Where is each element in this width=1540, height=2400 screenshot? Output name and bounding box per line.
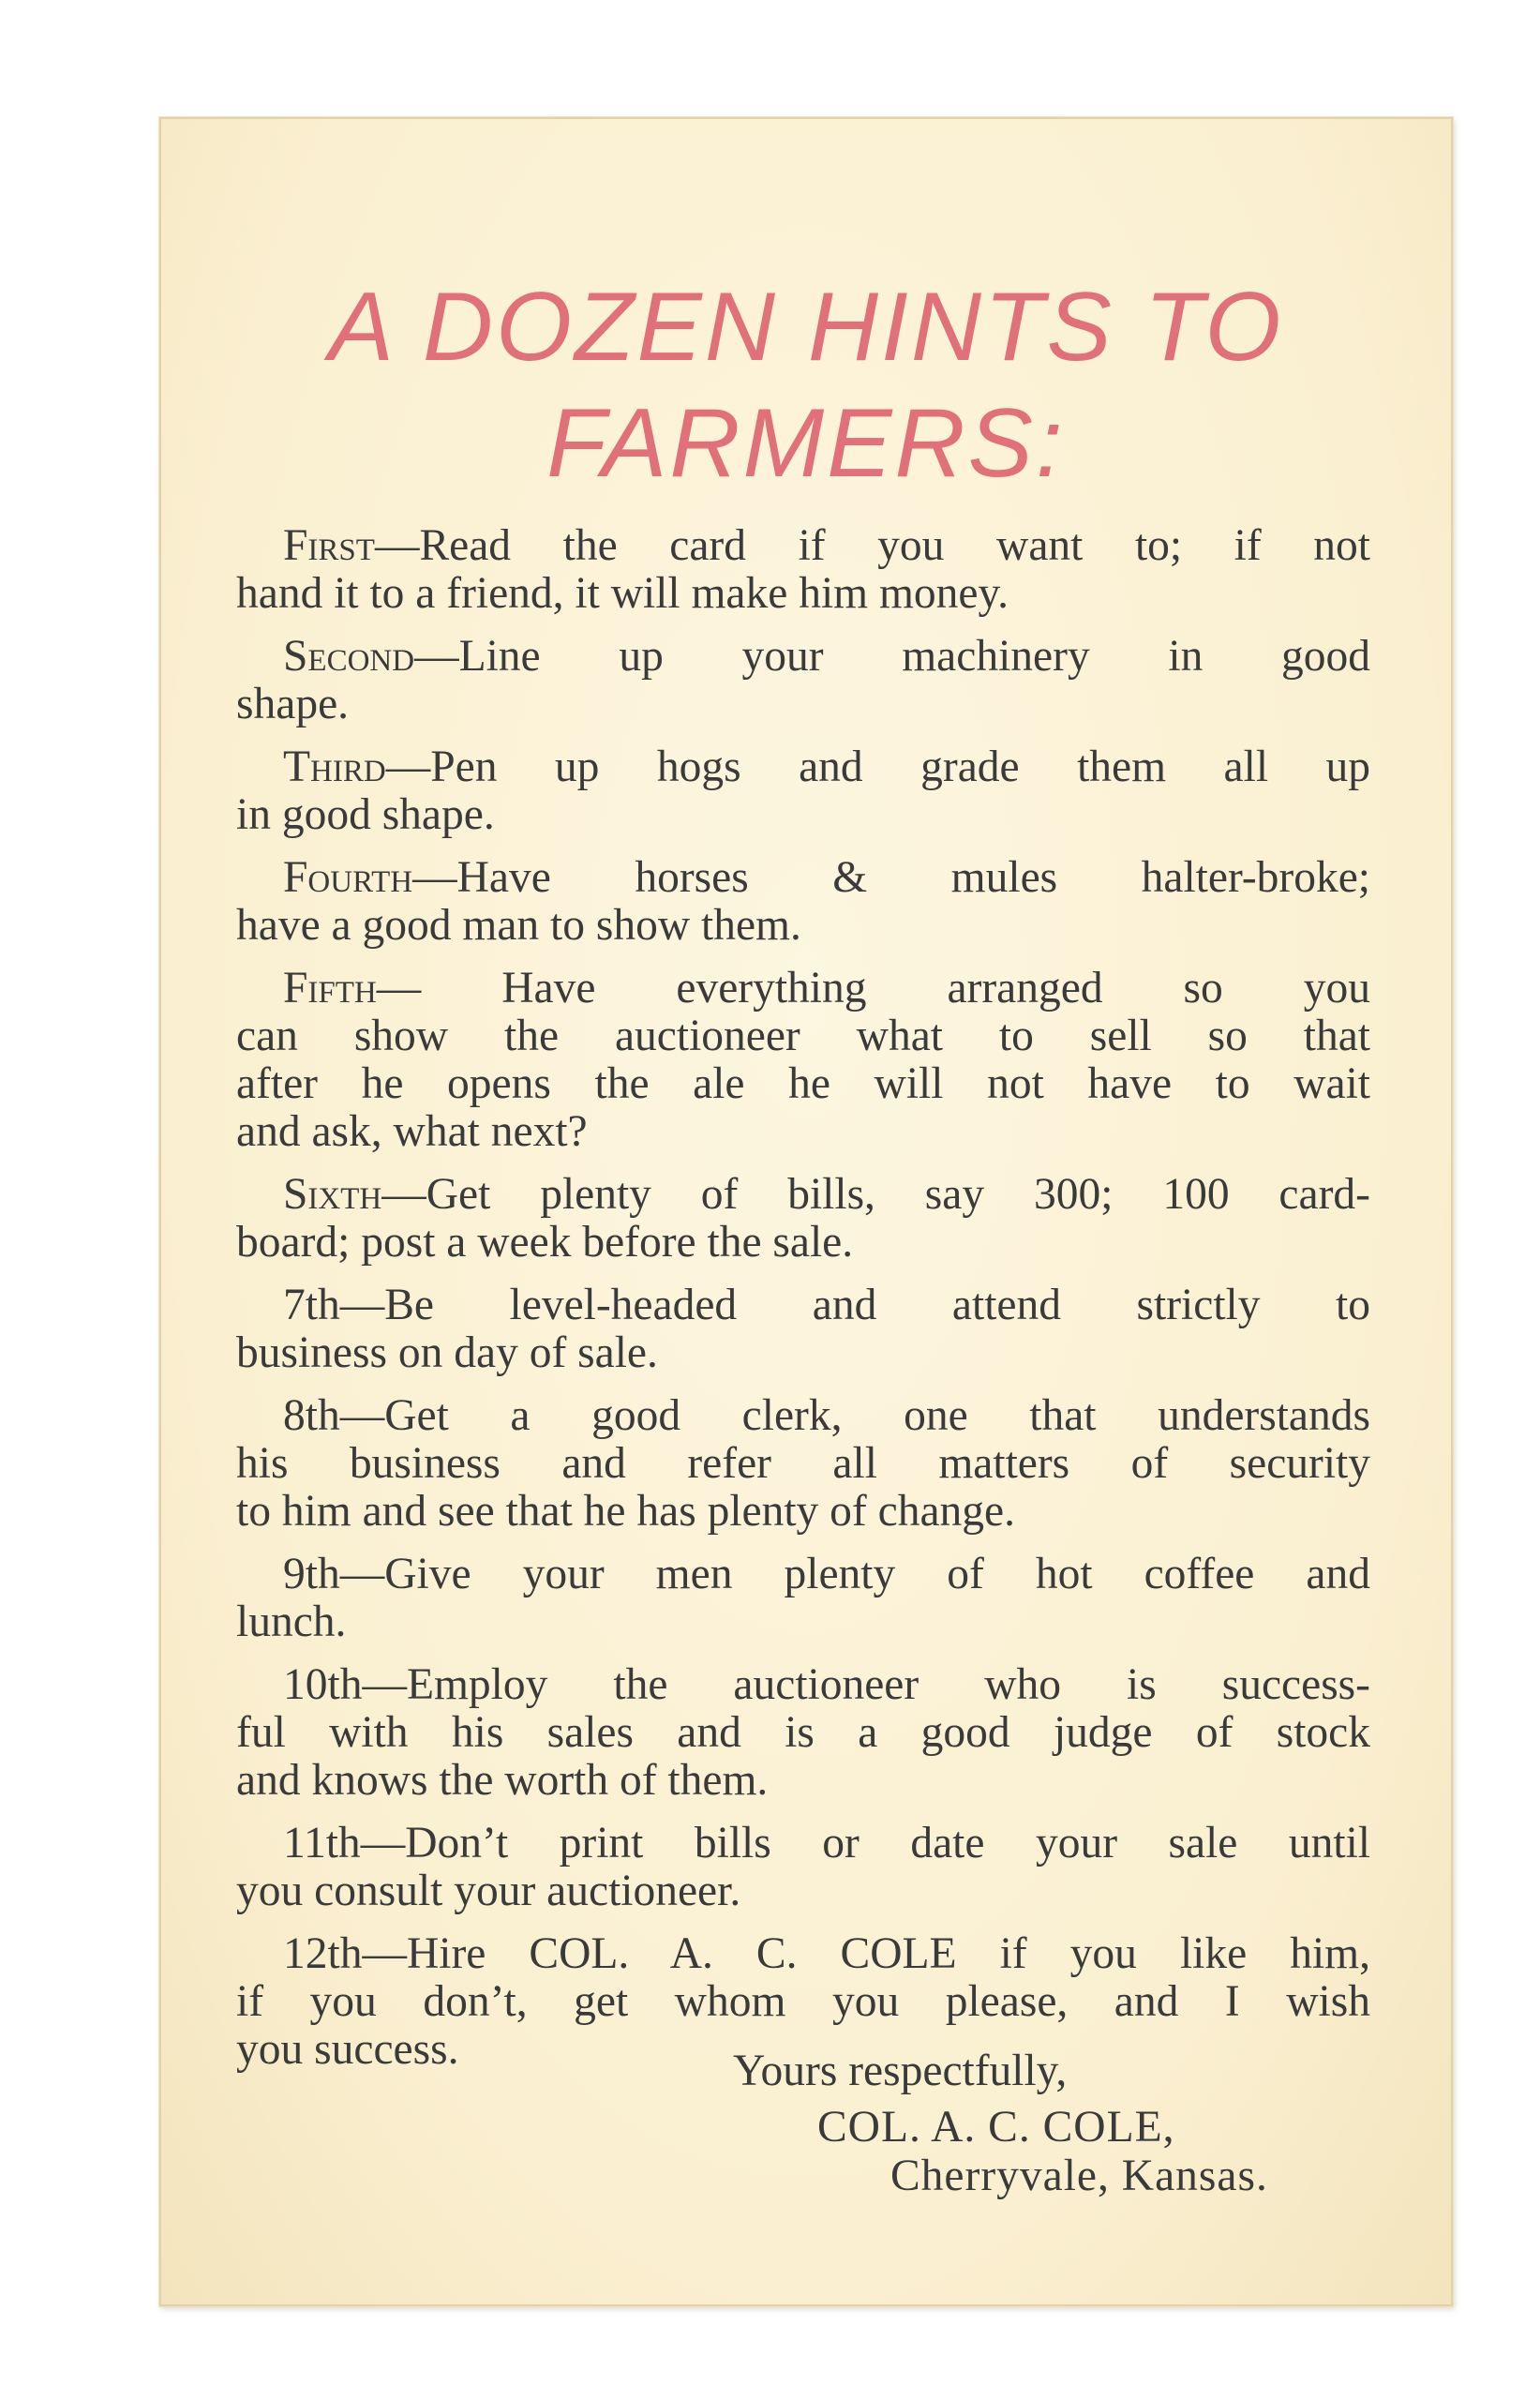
hint-line: [236, 1978, 1370, 2026]
hint-item: [236, 743, 1370, 839]
hint-line: [236, 743, 1370, 791]
hint-text: have a good man to show them.: [236, 901, 801, 950]
hint-line: [236, 570, 1370, 618]
hint-item: [236, 633, 1370, 728]
card-title: [161, 269, 1451, 502]
hint-text: —Give your men plenty of hot coffee and: [339, 1550, 1370, 1598]
hint-text: you success.: [236, 2025, 459, 2074]
hint-text: in good shape.: [236, 790, 495, 839]
hint-item: [236, 1820, 1370, 1915]
hint-line: [236, 1440, 1370, 1488]
hint-line: [236, 1757, 1370, 1805]
hint-text: —Get plenty of bills, say 300; 100 card-: [381, 1170, 1370, 1219]
hint-lead: 10th: [283, 1660, 363, 1709]
hint-text: shape.: [236, 680, 350, 728]
hint-text: —Hire COL. A. C. COLE if you like him,: [362, 1929, 1370, 1978]
hint-text: if you don’t, get whom you please, and I wish: [236, 1977, 1370, 2026]
hint-lead: 7th: [283, 1281, 340, 1329]
hint-line: [236, 1219, 1370, 1267]
hint-text: —Get a good clerk, one that understands: [339, 1391, 1370, 1440]
hint-lead: 9th: [283, 1550, 340, 1598]
hint-lead: 11th: [283, 1819, 361, 1868]
hint-lead: 8th: [283, 1391, 340, 1440]
hint-line: [236, 1392, 1370, 1440]
hint-line: [236, 1820, 1370, 1868]
hint-line: [236, 1108, 1370, 1156]
hint-line: [236, 791, 1370, 839]
hint-lead: Fourth: [283, 853, 413, 902]
hint-line: [236, 854, 1370, 902]
hint-lead: First: [283, 521, 375, 570]
hint-text: after he opens the ale he will not have to wait: [236, 1059, 1370, 1108]
hint-text: and ask, what next?: [236, 1107, 588, 1156]
hint-item: [236, 854, 1370, 950]
hint-line: [236, 1709, 1370, 1757]
hint-line: [236, 1171, 1370, 1219]
hint-lead: 12th: [283, 1929, 363, 1978]
hint-text: lunch.: [236, 1598, 347, 1646]
hint-item: [236, 1282, 1370, 1377]
card-title-line-2: FARMERS:: [546, 389, 1066, 498]
closing-text: Yours respectfully,: [733, 2047, 1068, 2095]
hint-item: [236, 522, 1370, 618]
hint-item: [236, 1551, 1370, 1646]
hint-lead: Fifth: [283, 964, 377, 1012]
hint-text: —Pen up hogs and grade them all up: [385, 742, 1370, 791]
hint-line: [236, 1329, 1370, 1377]
hints-list: [236, 522, 1370, 2089]
hint-line: [236, 902, 1370, 950]
hint-lead: Sixth: [283, 1170, 382, 1219]
hint-line: [236, 1488, 1370, 1536]
hint-text: —Employ the auctioneer who is success-: [362, 1660, 1370, 1709]
hint-line: [236, 1060, 1370, 1108]
postcard: [159, 117, 1453, 2306]
hint-line: [236, 681, 1370, 728]
card-title-line-1: A DOZEN HINTS TO: [328, 273, 1284, 382]
hint-text: can show the auctioneer what to sell so that: [236, 1012, 1370, 1060]
hint-line: [236, 1598, 1370, 1646]
hint-line: [236, 1551, 1370, 1598]
hint-text: board; post a week before the sale.: [236, 1218, 854, 1267]
hint-line: [236, 1661, 1370, 1709]
hint-text: —Line up your machinery in good: [414, 632, 1370, 681]
signature-place: Cherryvale, Kansas.: [890, 2152, 1268, 2200]
hint-text: you consult your auctioneer.: [236, 1867, 741, 1915]
hint-text: —Don’t print bills or date your sale until: [360, 1819, 1370, 1868]
hint-line: [236, 1012, 1370, 1060]
hint-text: business on day of sale.: [236, 1328, 658, 1377]
hint-line: [236, 522, 1370, 570]
hint-line: [236, 965, 1370, 1012]
hint-lead: Third: [283, 742, 386, 791]
signature-name: COL. A. C. COLE,: [817, 2103, 1175, 2152]
hint-line: [236, 1930, 1370, 1978]
hint-item: [236, 1661, 1370, 1805]
hint-text: and knows the worth of them.: [236, 1756, 769, 1805]
hint-line: [236, 633, 1370, 681]
hint-lead: Second: [283, 632, 415, 681]
hint-text: —Be level-headed and attend strictly to: [339, 1281, 1370, 1329]
hint-text: ful with his sales and is a good judge of stock: [236, 1708, 1370, 1757]
hint-text: to him and see that he has plenty of change.: [236, 1487, 1015, 1536]
hint-line: [236, 1282, 1370, 1329]
hint-line: [236, 1868, 1370, 1915]
hint-item: [236, 1392, 1370, 1536]
hint-text: hand it to a friend, it will make him money.: [236, 569, 1009, 618]
hint-item: [236, 965, 1370, 1156]
hint-text: —Have horses & mules halter-broke;: [412, 853, 1370, 902]
hint-text: — Have everything arranged so you: [376, 964, 1370, 1012]
hint-text: —Read the card if you want to; if not: [374, 521, 1370, 570]
hint-text: his business and refer all matters of security: [236, 1439, 1370, 1488]
hint-item: [236, 1171, 1370, 1267]
